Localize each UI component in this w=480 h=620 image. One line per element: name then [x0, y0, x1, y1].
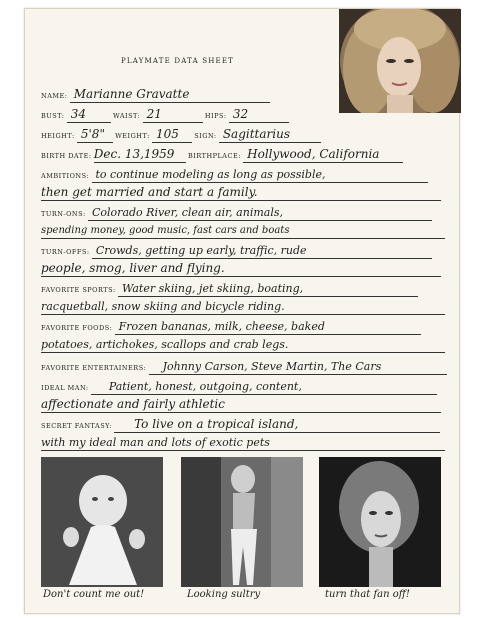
sign-value: Sagittarius	[219, 127, 321, 143]
ideal-man-row	[41, 379, 437, 399]
portrait-photo-2	[319, 457, 441, 587]
birthplace-label: BIRTHPLACE:	[187, 152, 241, 160]
ambitions-line-2: then get married and start a family.	[41, 185, 441, 201]
fantasy-line-1: To live on a tropical island,	[114, 417, 440, 433]
ambitions-row	[41, 167, 428, 187]
ideal-man-line-2: affectionate and fairly athletic	[41, 397, 441, 413]
bust-label: BUST:	[41, 112, 65, 120]
sign-label: SIGN:	[194, 132, 217, 140]
caption-portrait: turn that fan off!	[325, 589, 410, 600]
turn-ons-line-2: spending money, good music, fast cars and boats	[41, 223, 445, 239]
sports-line-1: Water skiing, jet skiing, boating,	[118, 281, 418, 297]
ambitions-line-1: to continue modeling as long as possible,	[92, 167, 428, 183]
waist-label: WAIST:	[112, 112, 141, 120]
turn-offs-line-2: people, smog, liver and flying.	[41, 261, 441, 277]
caption-beach: Looking sultry	[187, 589, 261, 600]
weight-value: 105	[152, 127, 192, 143]
foods-label: FAVORITE FOODS:	[41, 324, 113, 332]
name-row	[41, 87, 270, 107]
name-value: Marianne Gravatte	[70, 87, 270, 103]
turn-offs-label: TURN-OFFS:	[41, 248, 90, 256]
birth-date-label: BIRTH DATE:	[41, 152, 92, 160]
beach-photo	[181, 457, 303, 587]
hips-value: 32	[229, 107, 289, 123]
ideal-man-label: IDEAL MAN:	[41, 384, 89, 392]
sports-label: FAVORITE SPORTS:	[41, 286, 116, 294]
entertainers-value: Johnny Carson, Steve Martin, The Cars	[149, 359, 447, 375]
portrait-photo	[339, 9, 461, 113]
hips-label: HIPS:	[204, 112, 227, 120]
turn-offs-row	[41, 243, 432, 263]
fantasy-label: SECRET FANTASY:	[41, 422, 112, 430]
ideal-man-line-1: Patient, honest, outgoing, content,	[91, 379, 437, 395]
foods-row	[41, 319, 421, 339]
ambitions-label: AMBITIONS:	[41, 172, 90, 180]
turn-ons-row	[41, 205, 432, 225]
bust-value: 34	[67, 107, 111, 123]
turn-offs-line-1: Crowds, getting up early, traffic, rude	[92, 243, 432, 259]
turn-ons-line-1: Colorado River, clean air, animals,	[88, 205, 432, 221]
birth-row	[41, 147, 403, 167]
name-label: NAME:	[41, 92, 68, 100]
height-value: 5'8"	[77, 127, 113, 143]
sports-line-2: racquetball, snow skiing and bicycle riding.	[41, 299, 445, 315]
foods-line-1: Frozen bananas, milk, cheese, baked	[115, 319, 421, 335]
waist-value: 21	[143, 107, 203, 123]
birthplace-value: Hollywood, California	[243, 147, 403, 163]
data-sheet	[24, 8, 460, 614]
height-weight-sign-row	[41, 127, 321, 147]
sheet-title: PLAYMATE DATA SHEET	[121, 57, 235, 65]
height-label: HEIGHT:	[41, 132, 75, 140]
fantasy-line-2: with my ideal man and lots of exotic pets	[41, 435, 445, 451]
fantasy-row	[41, 417, 440, 437]
turn-ons-label: TURN-ONS:	[41, 210, 86, 218]
foods-line-2: potatoes, artichokes, scallops and crab legs.	[41, 337, 445, 353]
entertainers-row	[41, 359, 447, 379]
caption-baby: Don't count me out!	[43, 589, 145, 600]
weight-label: WEIGHT:	[115, 132, 150, 140]
entertainers-label: FAVORITE ENTERTAINERS:	[41, 364, 147, 372]
baby-photo	[41, 457, 163, 587]
birth-date-value: Dec. 13,1959	[94, 147, 186, 163]
sports-row	[41, 281, 418, 301]
measurements-row	[41, 107, 289, 127]
